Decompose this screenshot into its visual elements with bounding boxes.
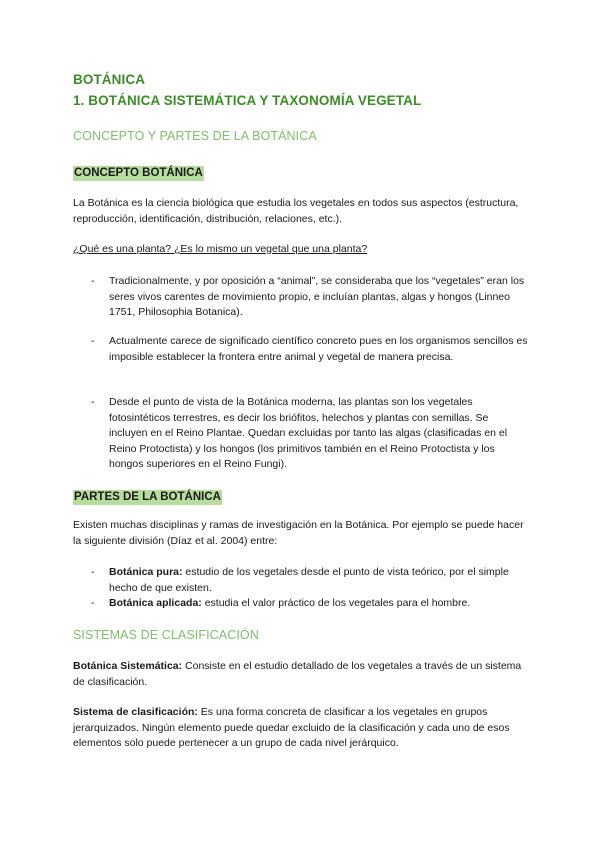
bullet-marker: - <box>91 275 95 287</box>
partes-bullet-1 <box>109 565 529 596</box>
concepto-question: ¿Qué es una planta? ¿Es lo mismo un vegetal que una planta? <box>73 243 368 255</box>
sistemas-p1-term: Botánica Sistemática: <box>73 660 183 672</box>
doc-subtitle: 1. BOTÁNICA SISTEMÁTICA Y TAXONOMÍA VEGETAL <box>73 93 422 108</box>
concepto-intro: La Botánica es la ciencia biológica que estudia los vegetales en todos sus aspectos (estructura, reproducción, identificación, distribución, relaciones, etc.). <box>73 197 519 225</box>
bullet-marker: - <box>91 597 95 609</box>
partes-intro: Existen muchas disciplinas y ramas de investigación en la Botánica. Por ejemplo se puede hacer la siguiente división (Díaz et al. 2004) entre: <box>73 519 524 547</box>
section-heading-concepto-partes: CONCEPTO Y PARTES DE LA BOTÁNICA <box>73 129 317 143</box>
concepto-bullet-3: Desde el punto de vista de la Botánica moderna, las plantas son los vegetales fotosintéticos terrestres, es decir los briófitos, helechos y plantas con semillas. Se incluyen en el Reino Plantae. Quedan excluidas por tanto las algas (clasificadas en el Reino Protoctista) y los hongos (los primitivos también en el Reino Protoctista y los hongos superiores en el Reino Fungi). <box>109 396 508 470</box>
concepto-heading: CONCEPTO BOTÁNICA <box>74 167 203 179</box>
sistemas-paragraph-2 <box>73 705 528 752</box>
doc-title: BOTÁNICA <box>73 72 146 87</box>
section-heading-sistemas: SISTEMAS DE CLASIFICACIÓN <box>73 628 259 642</box>
partes-heading-wrap <box>73 487 222 505</box>
partes-heading: PARTES DE LA BOTÁNICA <box>74 491 221 503</box>
bullet-marker: - <box>91 335 95 347</box>
bullet-marker: - <box>91 566 95 578</box>
sistemas-p2-text: Es una forma concreta de clasificar a los vegetales en grupos jerarquizados. Ningún elemento puede quedar excluido de la clasificación y cada uno de esos elementos solo puede pertenecer a un grupo de cada nivel jerárquico. <box>73 706 510 749</box>
sistemas-p1-text: Consiste en el estudio detallado de los vegetales a través de un sistema de clasificación. <box>73 660 522 688</box>
sistemas-p2-term: Sistema de clasificación: <box>73 706 198 718</box>
concepto-heading-wrap <box>73 163 204 181</box>
partes-bullet-1-term: Botánica pura: <box>109 566 183 578</box>
partes-bullet-2-term: Botánica aplicada: <box>109 597 202 609</box>
bullet-marker: - <box>91 396 95 408</box>
partes-bullet-1-text: estudio de los vegetales desde el punto de vista teórico, por el simple hecho de que existen. <box>109 566 509 594</box>
sistemas-paragraph-1 <box>73 659 528 690</box>
partes-bullet-2-text: estudia el valor práctico de los vegetales para el hombre. <box>201 597 471 609</box>
concepto-bullet-2: Actualmente carece de significado científico concreto pues en los organismos sencillos es imposible establecer la frontera entre animal y vegetal de manera precisa. <box>109 335 528 363</box>
concepto-bullet-1: Tradicionalmente, y por oposición a “animal”, se consideraba que los “vegetales” eran los seres vivos carentes de movimiento propio, e incluían plantas, algas y hongos (Linneo 1751, Philosophia Botanica). <box>109 275 525 318</box>
partes-bullet-2 <box>109 596 529 612</box>
